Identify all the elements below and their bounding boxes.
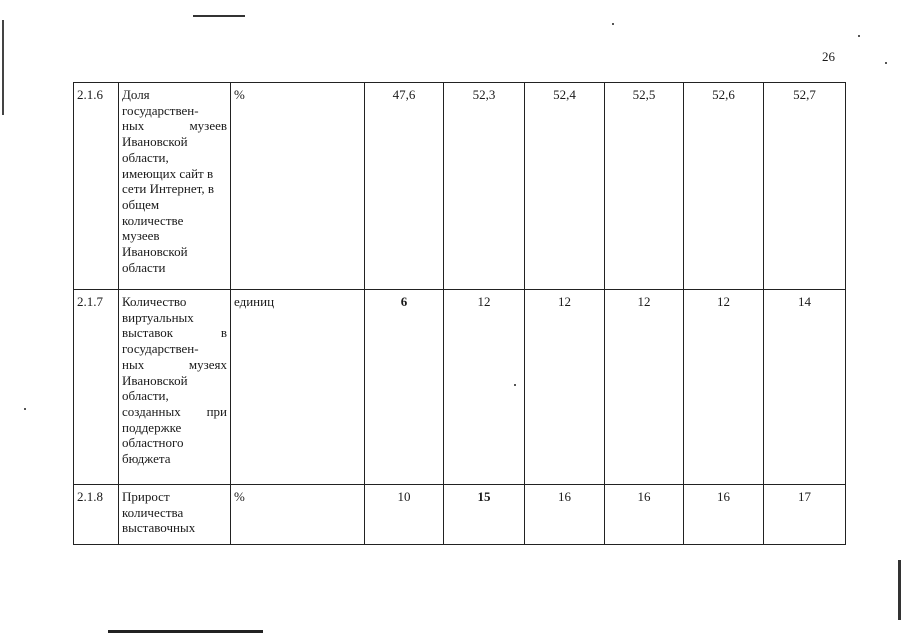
value-cell: 12 xyxy=(605,290,684,485)
value-cell: 52,3 xyxy=(444,83,525,290)
value-cell: 12 xyxy=(444,290,525,485)
indicator-name-line: областного xyxy=(122,435,184,451)
scan-speck xyxy=(885,62,887,64)
indicator-name-cell xyxy=(119,485,231,545)
indicator-name-line: имеющих сайт в xyxy=(122,165,214,181)
indicator-name-line: Прирост xyxy=(122,489,170,504)
indicator-name-line: государствен- xyxy=(122,341,199,357)
table-row xyxy=(74,83,846,290)
top-rule xyxy=(193,15,245,17)
scan-speck xyxy=(858,35,860,37)
indicator-name-line: области, xyxy=(122,388,169,404)
indicator-name-line: ных музеях xyxy=(122,356,227,372)
indicator-name-line: Ивановской xyxy=(122,244,188,260)
indicator-name-line: государствен- xyxy=(122,102,199,118)
unit-cell: % xyxy=(231,485,365,545)
indicator-name-line: виртуальных xyxy=(122,309,194,325)
indicator-name-line: общем xyxy=(122,196,160,212)
indicator-name-line: области xyxy=(122,259,166,275)
value-cell: 16 xyxy=(525,485,605,545)
indicator-name-line: Ивановской xyxy=(122,134,188,150)
scan-margin-mark xyxy=(2,20,4,115)
scan-speck xyxy=(24,408,26,410)
indicator-table xyxy=(73,82,846,545)
indicator-name-line: Доля xyxy=(122,87,150,102)
value-cell: 15 xyxy=(444,485,525,545)
row-code-cell: 2.1.8 xyxy=(74,485,119,545)
value-cell: 12 xyxy=(525,290,605,485)
indicator-name-line: выставок в xyxy=(122,325,227,341)
value-cell: 16 xyxy=(684,485,764,545)
bottom-rule xyxy=(108,630,263,633)
indicator-name-line: выставочных xyxy=(122,520,196,536)
value-cell: 10 xyxy=(365,485,444,545)
scan-speck xyxy=(612,23,614,25)
value-cell: 52,5 xyxy=(605,83,684,290)
indicator-name-line: ных музеев xyxy=(122,118,227,134)
value-cell: 47,6 xyxy=(365,83,444,290)
indicator-name-line: поддержке xyxy=(122,419,182,435)
indicator-name-line: бюджета xyxy=(122,451,171,467)
scan-margin-mark xyxy=(898,560,901,620)
unit-cell: % xyxy=(231,83,365,290)
indicator-name-line: количестве xyxy=(122,212,184,228)
indicator-name-line: музеев xyxy=(122,228,160,244)
indicator-name-line: сети Интернет, в xyxy=(122,181,214,197)
value-cell: 17 xyxy=(764,485,846,545)
table-row xyxy=(74,485,846,545)
table-row xyxy=(74,290,846,485)
value-cell: 16 xyxy=(605,485,684,545)
unit-cell: единиц xyxy=(231,290,365,485)
indicator-name-line: области, xyxy=(122,149,169,165)
value-cell: 12 xyxy=(684,290,764,485)
value-cell: 52,4 xyxy=(525,83,605,290)
indicator-name-line: Ивановской xyxy=(122,372,188,388)
indicator-name-line: Количество xyxy=(122,294,187,309)
page-number: 26 xyxy=(822,49,835,64)
indicator-name-cell xyxy=(119,290,231,485)
value-cell: 52,7 xyxy=(764,83,846,290)
value-cell: 6 xyxy=(365,290,444,485)
row-code-cell: 2.1.6 xyxy=(74,83,119,290)
value-cell: 14 xyxy=(764,290,846,485)
value-cell: 52,6 xyxy=(684,83,764,290)
row-code-cell: 2.1.7 xyxy=(74,290,119,485)
indicator-name-line: количества xyxy=(122,504,184,520)
indicator-name-line: созданных при xyxy=(122,403,227,419)
indicator-name-cell xyxy=(119,83,231,290)
